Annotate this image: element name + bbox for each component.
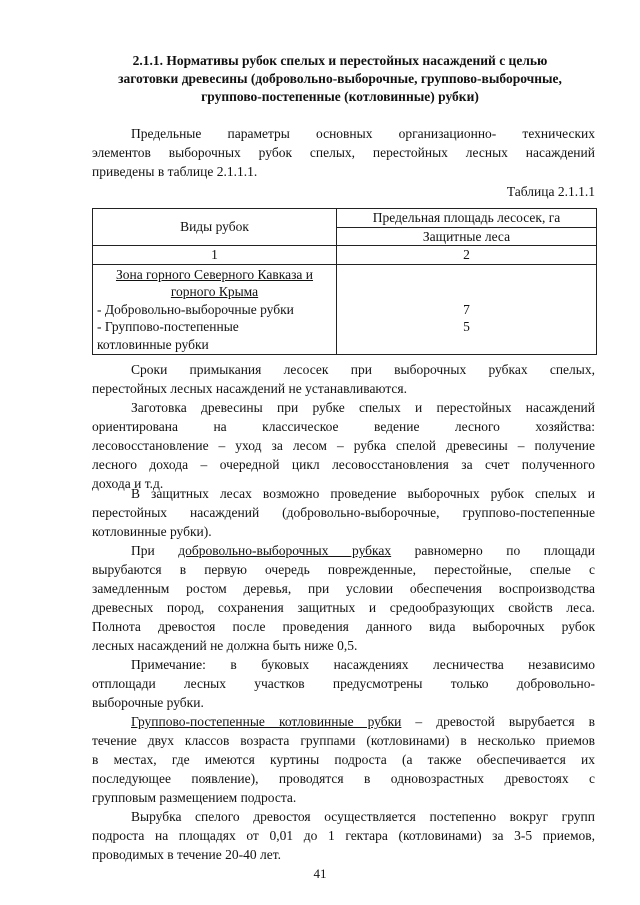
body-line: подроста на площадях от 0,01 до 1 гектара (котловинами) за 3-5 приемов, (92, 828, 595, 843)
body-line: Заготовка древесины при рубке спелых и перестойных насаждений (131, 400, 595, 415)
body-line: В защитных лесах возможно проведение выборочных рубок спелых и (131, 486, 595, 501)
zone-name (97, 266, 332, 301)
zone-line: горного Крыма (170, 284, 259, 299)
body-text: – древостой вырубается в (401, 714, 596, 729)
body-line: течение двух классов возраста группами (котловинами) в несколько приемов (92, 733, 595, 748)
body-line: замедленным ростом деревья, при условии обеспечения воспроизводства (92, 581, 595, 596)
zone-line: Зона горного Северного Кавказа и (115, 266, 314, 282)
body-line: ориентирована на классическое ведение лесного хозяйства: (92, 419, 595, 434)
body-line: отплощади лесных участков предусмотрены только добровольно- (92, 676, 595, 691)
heading-line: 2.1.1. Нормативы рубок спелых и перестойных насаждений с целью (132, 53, 548, 68)
body-line: перестойных лесных насаждений не устанавливаются. (92, 381, 407, 396)
body-line: выборочные рубки. (92, 695, 204, 710)
term-voluntary-selective: добровольно-выборочных рубках (178, 543, 392, 558)
body-line: лесного дохода – очередной цикл лесовосстановления за счет полученного (92, 457, 595, 472)
intro-line: приведены в таблице 2.1.1.1. (92, 164, 258, 179)
body-line: Вырубка спелого древостоя осуществляется постепенно вокруг групп (131, 809, 595, 824)
table-value: 7 (463, 301, 470, 317)
table-row-item: - Добровольно-выборочные рубки (97, 301, 294, 317)
header-cell-protective: Защитные леса (337, 227, 597, 246)
body-line: котловинные рубки). (92, 524, 212, 539)
table-row-item: котловинные рубки (97, 336, 209, 352)
body-line (131, 712, 595, 731)
term-group-gradual: Группово-постепенные котловинные рубки (131, 714, 402, 729)
body-line (131, 541, 595, 560)
cutting-types-cell (93, 264, 337, 355)
table-caption: Таблица 2.1.1.1 (506, 184, 595, 199)
body-line: древесных пород, сохранения защитных и средообразующих свойств леса. (92, 600, 595, 615)
body-line: дохода и т.д. (92, 476, 164, 491)
intro-line: Предельные параметры основных организационно- технических (131, 126, 595, 141)
column-number-cell: 2 (337, 246, 597, 265)
table-value: 5 (463, 319, 470, 334)
page-number: 41 (313, 866, 327, 881)
body-line: лесных насаждений не должна быть ниже 0,5. (92, 638, 358, 653)
body-line: Сроки примыкания лесосек при выборочных рубках спелых, (131, 362, 595, 377)
column-number-cell: 1 (93, 246, 337, 265)
heading-line: заготовки древесины (добровольно-выборочные, группово-выборочные, (118, 71, 562, 86)
body-line: лесовосстановление – уход за лесом – рубка спелой древесины – получение (92, 438, 595, 453)
body-text: При (131, 543, 179, 558)
body-line: Полнота древостоя после проведения данного вида выборочных рубок (92, 619, 595, 634)
body-line: перестойных насаждений (добровольно-выборочные, группово-постепенные (92, 505, 595, 520)
header-cell-area: Предельная площадь лесосек, га (337, 209, 597, 228)
body-line: последующее появление), проводятся в одновозрастных древостоях с (92, 771, 595, 786)
body-line: Примечание: в буковых насаждениях лесничества независимо (131, 657, 595, 672)
body-line: вырубаются в первую очередь поврежденные, перестойные, спелые с (92, 562, 595, 577)
table-row-item: - Группово-постепенные (97, 319, 239, 334)
section-heading (70, 52, 610, 106)
body-text: равномерно по площади (391, 543, 595, 558)
norms-table (92, 208, 597, 355)
intro-line: элементов выборочных рубок спелых, перестойных лесных насаждений (92, 145, 595, 160)
body-line: групповым размещением подроста. (92, 790, 297, 805)
heading-line: группово-постепенные (котловинные) рубки) (201, 89, 479, 104)
header-cell-types: Виды рубок (93, 209, 337, 246)
area-values-cell (337, 264, 597, 355)
body-line: в местах, где имеются куртины подроста (а также обеспечивается их (92, 752, 595, 767)
body-line: проводимых в течение 20-40 лет. (92, 847, 281, 862)
